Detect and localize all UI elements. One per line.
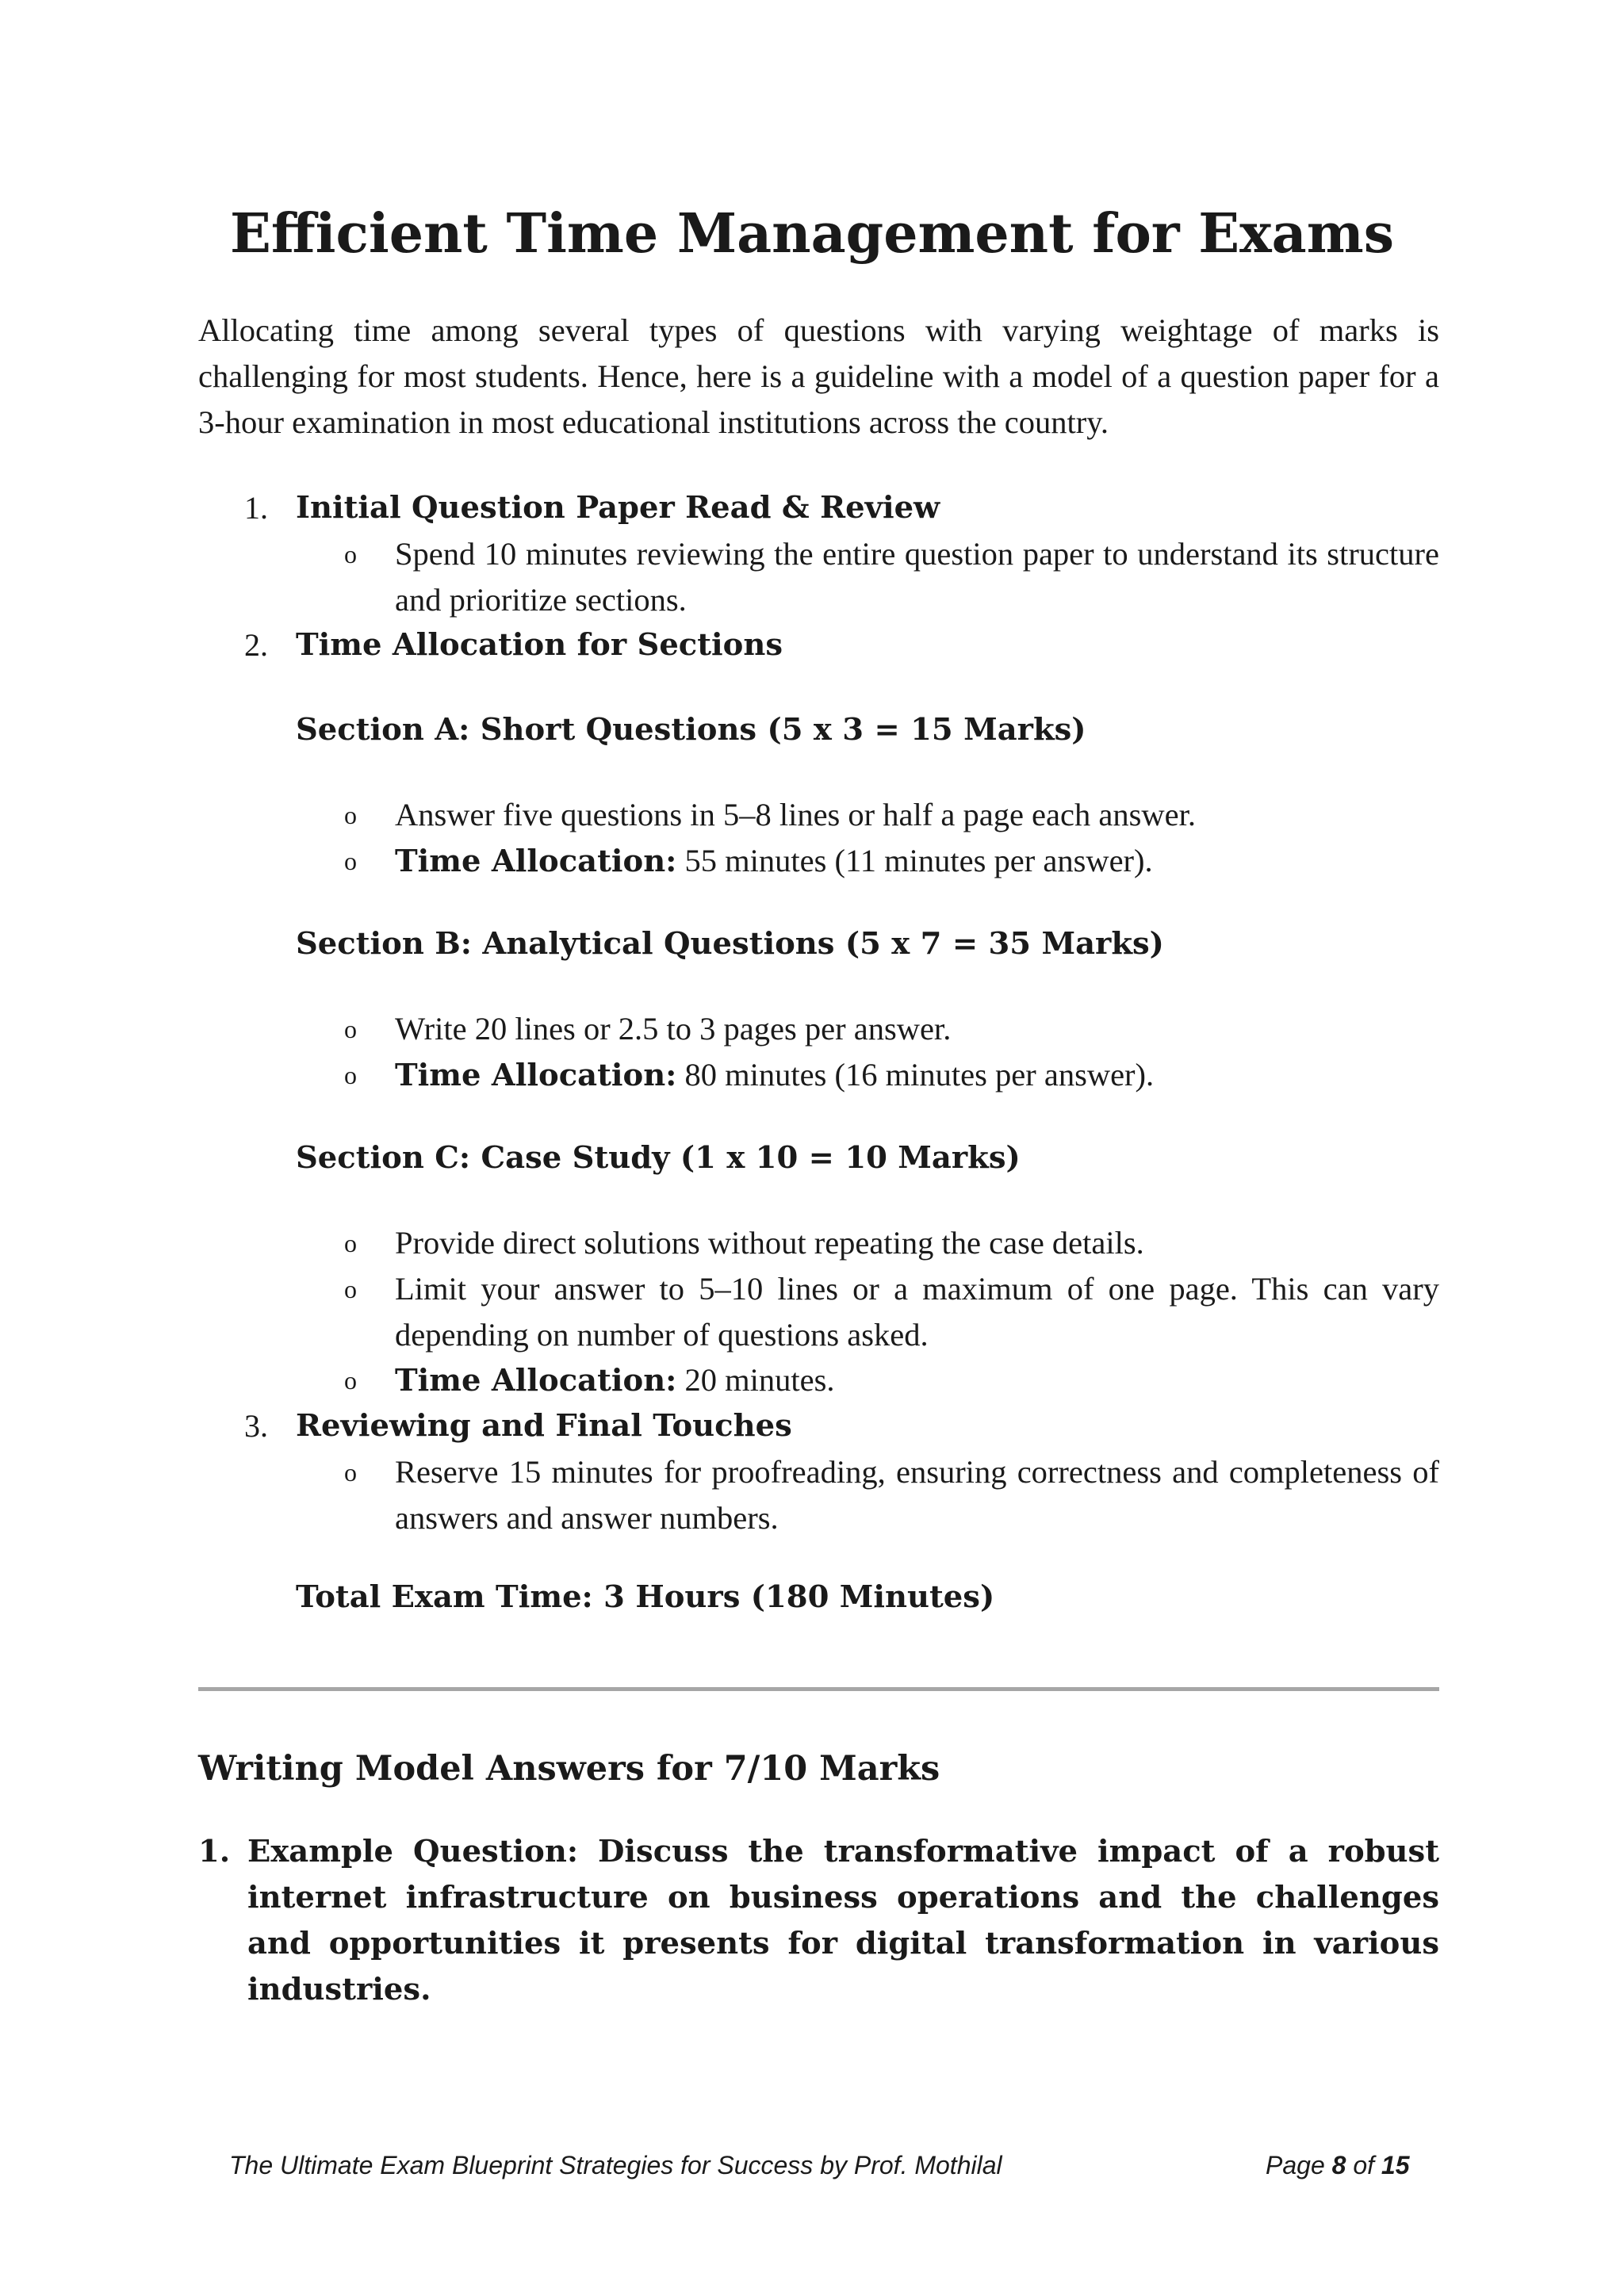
time-allocation-value: 20 minutes. [676,1362,835,1398]
page-current: 8 [1331,2151,1346,2179]
time-allocation-a [395,838,1439,885]
section-b-heading: Section B: Analytical Questions (5 x 7 = 35 Marks) [296,926,1164,962]
list-number-2: 2. [244,627,268,663]
time-allocation-value: 80 minutes (16 minutes per answer). [676,1057,1155,1093]
bullet-text: Write 20 lines or 2.5 to 3 pages per answer. [395,1011,952,1047]
list-heading-1: Initial Question Paper Read & Review [296,490,940,526]
bullet-marker: o [344,540,357,568]
time-allocation-label: Time Allocation: [395,844,677,879]
page-of: of [1346,2151,1381,2179]
time-allocation-value: 55 minutes (11 minutes per answer). [676,843,1153,878]
bullet-marker: o [344,1061,357,1089]
bullet-marker: o [344,1275,357,1303]
bullet-text: Answer five questions in 5–8 lines or half a page each answer. [395,797,1196,832]
list-number-1: 1. [244,490,268,526]
example-question: Example Question: Discuss the transformative impact of a robust internet infrastructure on business operations and the challenges and opportunities it presents for digital transformation in various industries. [247,1834,1439,2007]
bullet-text: Spend 10 minutes reviewing the entire question paper to understand its structure and prioritize sections. [395,536,1439,618]
page-prefix: Page [1266,2151,1332,2179]
example-number: 1. [198,1834,231,1869]
page-total: 15 [1381,2151,1410,2179]
bullet-marker: o [344,1458,357,1487]
section-a-heading: Section A: Short Questions (5 x 3 = 15 Marks) [296,712,1086,748]
bullet-text: Limit your answer to 5–10 lines or a maximum of one page. This can vary depending on number of questions asked. [395,1271,1439,1353]
bullet-marker: o [344,801,357,829]
footer-book-title: The Ultimate Exam Blueprint Strategies for Success by Prof. Mothilal [229,2151,1002,2179]
bullet-marker: o [344,1366,357,1395]
intro-paragraph: Allocating time among several types of questions with varying weightage of marks is challenging for most students. Hence, here is a guideline with a model of a question paper for a 3-hour examination in most educational institutions across the country. [198,312,1439,440]
bullet-text: Provide direct solutions without repeating the case details. [395,1225,1144,1261]
bullet-text: Reserve 15 minutes for proofreading, ensuring correctness and completeness of answers and answer numbers. [395,1454,1439,1536]
section-c-heading: Section C: Case Study (1 x 10 = 10 Marks) [296,1140,1021,1176]
bullet-marker: o [344,1015,357,1043]
bullet-marker: o [344,1229,357,1257]
time-allocation-b [395,1052,1439,1099]
list-heading-3: Reviewing and Final Touches [296,1408,792,1444]
section-heading: Writing Model Answers for 7/10 Marks [198,1749,940,1789]
page-title: Efficient Time Management for Exams [230,202,1394,266]
time-allocation-c [395,1357,1439,1404]
bullet-marker: o [344,847,357,875]
time-allocation-label: Time Allocation: [395,1058,677,1093]
footer-page-number [1266,2145,1409,2185]
list-number-3: 3. [244,1408,268,1444]
time-allocation-label: Time Allocation: [395,1363,677,1399]
list-heading-2: Time Allocation for Sections [296,627,783,663]
horizontal-divider [198,1687,1439,1691]
total-exam-time: Total Exam Time: 3 Hours (180 Minutes) [296,1579,995,1615]
